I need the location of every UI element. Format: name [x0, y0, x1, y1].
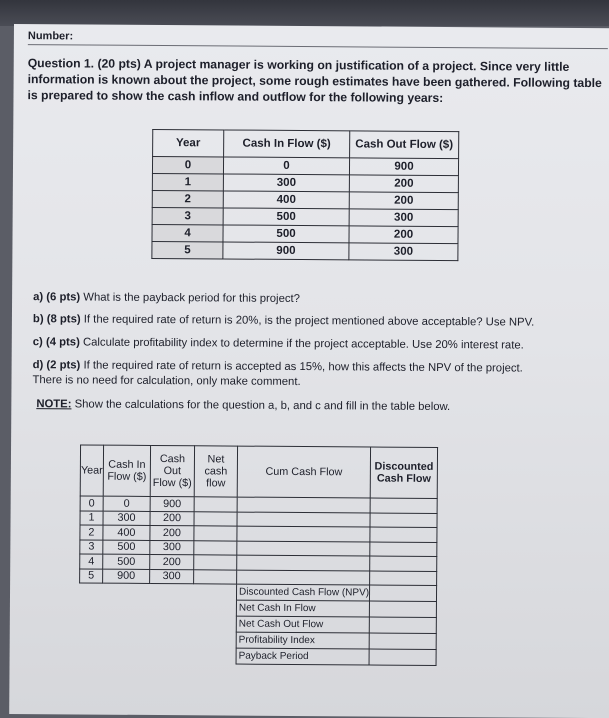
- cell-year: 3: [80, 539, 103, 554]
- table-row: [152, 190, 458, 209]
- cell-cum-blank[interactable]: [237, 570, 370, 585]
- number-label: Number:: [27, 30, 74, 43]
- cell-disc-blank[interactable]: [370, 498, 437, 513]
- note: [36, 397, 450, 415]
- cell-cash-in: 0: [223, 157, 349, 175]
- cell-cash-in: 500: [223, 225, 349, 243]
- cell-net-blank[interactable]: [194, 511, 237, 526]
- part-b: [33, 312, 534, 330]
- cell-cum-blank[interactable]: [237, 541, 370, 556]
- part-a: [33, 290, 300, 307]
- cell-cash-in: 300: [223, 174, 349, 192]
- table-row: [152, 207, 458, 226]
- cell-disc-blank[interactable]: [370, 527, 437, 542]
- answer-header-year: Year: [80, 445, 103, 496]
- part-a-text: What is the payback period for this project?: [80, 291, 300, 306]
- cell-cash-out: 300: [150, 540, 194, 555]
- summary-value-payback[interactable]: [369, 649, 436, 665]
- question-parts: [32, 290, 603, 414]
- summary-value-net-out[interactable]: [369, 617, 436, 633]
- answer-header-cum: Cum Cash Flow: [237, 446, 370, 498]
- cell-cash-in: 400: [223, 191, 349, 209]
- cell-cash-in: 0: [103, 496, 150, 511]
- cell-cash-out: 200: [150, 554, 194, 569]
- cell-disc-blank[interactable]: [370, 512, 437, 527]
- cell-year: 1: [80, 510, 103, 525]
- table-row: [152, 173, 458, 192]
- header-year: Year: [153, 129, 224, 156]
- cell-cum-blank[interactable]: [237, 555, 370, 570]
- cell-cash-in: 900: [103, 569, 150, 584]
- cash-flow-table: [151, 129, 459, 261]
- cell-net-blank[interactable]: [194, 497, 237, 512]
- worksheet-page: [9, 24, 609, 718]
- answer-header-discounted: Discounted Cash Flow: [370, 447, 437, 498]
- cell-cum-blank[interactable]: [237, 526, 370, 541]
- cell-year: 1: [152, 173, 223, 190]
- cell-cash-out: 200: [349, 175, 458, 193]
- table-row: [152, 241, 458, 260]
- part-c: [33, 335, 524, 353]
- cell-cash-out: 900: [150, 496, 194, 511]
- cell-year: 0: [152, 156, 223, 173]
- cell-cash-out: 300: [349, 209, 458, 227]
- part-a-label: a) (6 pts): [33, 291, 81, 304]
- summary-label-net-in: Net Cash In Flow: [236, 600, 369, 617]
- cell-cash-out: 200: [349, 192, 458, 210]
- summary-label-pi: Profitability Index: [236, 632, 369, 649]
- summary-value-npv[interactable]: [370, 585, 437, 601]
- cell-cash-in: 500: [103, 554, 150, 569]
- part-b-text: If the required rate of return is 20%, is the project mentioned above acceptable? Use NPV.: [80, 313, 535, 329]
- question-text: Question 1. (20 pts) A project manager is working on justification of a project. Since very little information is known about the project, some rough estimates have been gathered. Following table is prepared to show the cash inflow and outflow for the following years:: [27, 56, 602, 105]
- answer-header-cash-in: Cash In Flow ($): [103, 445, 150, 496]
- summary-row: [79, 647, 436, 665]
- part-b-label: b) (8 pts): [32, 313, 81, 326]
- top-dark-strip: [0, 0, 609, 26]
- cell-cash-out: 200: [150, 525, 194, 540]
- note-text: Show the calculations for the question a, b, and c and fill in the table below.: [71, 398, 451, 414]
- cell-net-blank[interactable]: [194, 569, 237, 584]
- cell-cash-in: 300: [103, 511, 150, 526]
- summary-value-pi[interactable]: [369, 633, 436, 649]
- table-row: [152, 224, 458, 243]
- cell-year: 3: [152, 207, 223, 224]
- cell-cash-out: 900: [349, 158, 458, 176]
- cell-cash-in: 500: [223, 208, 349, 226]
- cell-cash-in: 900: [223, 242, 349, 260]
- cell-cash-out: 200: [150, 511, 194, 526]
- cell-cum-blank[interactable]: [237, 512, 370, 527]
- cell-year: 4: [80, 554, 103, 569]
- part-d-label: d) (2 pts): [32, 359, 81, 372]
- answer-header-cash-out: Cash Out Flow ($): [150, 445, 194, 496]
- cell-year: 2: [152, 190, 223, 207]
- cell-cash-in: 400: [103, 525, 150, 540]
- cell-cash-out: 300: [150, 569, 194, 584]
- cell-year: 5: [152, 241, 223, 258]
- cell-disc-blank[interactable]: [370, 556, 437, 571]
- answer-header-net: Net cash flow: [194, 446, 237, 497]
- cell-year: 4: [152, 224, 223, 241]
- table-header-row: [153, 129, 459, 158]
- header-cash-in: Cash In Flow ($): [224, 130, 350, 158]
- divider: [28, 44, 608, 49]
- cell-cash-in: 500: [103, 540, 150, 555]
- cell-year: 5: [80, 568, 103, 583]
- summary-label-net-out: Net Cash Out Flow: [236, 616, 369, 633]
- part-c-text: Calculate profitability index to determine if the project acceptable. Use 20% interest rate.: [79, 336, 524, 352]
- answer-header-row: [80, 445, 437, 498]
- cell-disc-blank[interactable]: [370, 570, 437, 585]
- answer-table: [79, 444, 439, 665]
- cell-year: 2: [80, 525, 103, 540]
- cell-net-blank[interactable]: [194, 555, 237, 570]
- header-cash-out: Cash Out Flow ($): [350, 131, 459, 159]
- summary-label-npv: Discounted Cash Flow (NPV): [236, 584, 369, 601]
- part-d-text: If the required rate of return is accepted as 15%, how this affects the NPV of the project.: [80, 359, 523, 375]
- table-row: [152, 156, 458, 175]
- cell-year: 0: [80, 496, 103, 511]
- summary-value-net-in[interactable]: [369, 601, 436, 617]
- cell-net-blank[interactable]: [194, 540, 237, 555]
- cell-net-blank[interactable]: [194, 526, 237, 541]
- part-d-line2: There is no need for calculation, only make comment.: [32, 374, 301, 389]
- cell-cum-blank[interactable]: [237, 497, 370, 512]
- cell-cash-out: 200: [349, 226, 458, 244]
- cell-cash-out: 300: [349, 243, 458, 261]
- part-c-label: c) (4 pts): [32, 336, 80, 349]
- cell-disc-blank[interactable]: [370, 541, 437, 556]
- summary-label-payback: Payback Period: [236, 648, 369, 665]
- note-label: NOTE:: [36, 398, 72, 411]
